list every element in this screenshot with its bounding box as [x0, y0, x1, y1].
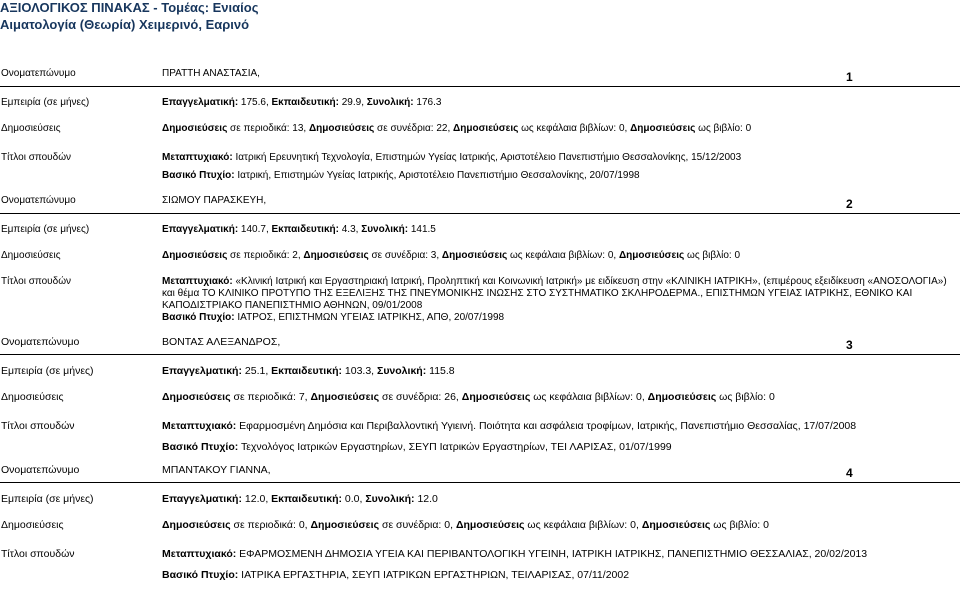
- experience-label: Εμπειρία (σε μήνες): [1, 224, 90, 235]
- experience-label: Εμπειρία (σε μήνες): [1, 493, 94, 505]
- pub-books: ως βιβλίο: 0: [710, 519, 769, 531]
- pub-word: Δημοσιεύσεις: [162, 123, 228, 134]
- basic-degree-label: Βασικό Πτυχίο:: [162, 441, 239, 453]
- exp-total-value: 115.8: [426, 365, 455, 377]
- exp-edu-value: 0.0,: [341, 493, 366, 505]
- publications-label: Δημοσιεύσεις: [1, 250, 61, 261]
- pub-word: Δημοσιεύσεις: [310, 519, 380, 531]
- pub-books: ως βιβλίο: 0: [716, 391, 775, 403]
- row-divider: [0, 86, 960, 87]
- exp-prof-value: 25.1,: [241, 365, 272, 377]
- rank-number: 2: [846, 197, 853, 211]
- exp-total-label: Συνολική:: [377, 365, 427, 377]
- candidate-name: ΒΟΝΤΑΣ ΑΛΕΞΑΝΔΡΟΣ,: [162, 336, 281, 348]
- pub-word: Δημοσιεύσεις: [647, 391, 717, 403]
- pub-word: Δημοσιεύσεις: [461, 391, 531, 403]
- pub-word: Δημοσιεύσεις: [453, 123, 519, 134]
- titles-label: Τίτλοι σπουδών: [1, 276, 72, 287]
- name-label: Ονοματεπώνυμο: [1, 336, 80, 348]
- pub-chapters: ως κεφάλαια βιβλίων: 0,: [507, 250, 619, 261]
- pub-books: ως βιβλίο: 0: [684, 250, 741, 261]
- basic-degree: [162, 170, 960, 182]
- exp-prof-value: 175.6,: [238, 97, 272, 108]
- postgrad-label: Μεταπτυχιακό:: [162, 152, 233, 163]
- titles-label: Τίτλοι σπουδών: [1, 420, 75, 432]
- pub-conferences: σε συνέδρια: 22,: [374, 123, 454, 134]
- exp-total-label: Συνολική:: [365, 493, 415, 505]
- postgraduate-degree: [162, 548, 960, 560]
- experience-label: Εμπειρία (σε μήνες): [1, 365, 94, 377]
- exp-total-value: 12.0: [414, 493, 438, 505]
- basic-degree: [162, 569, 960, 581]
- postgraduate-degree: [162, 420, 960, 432]
- pub-word: Δημοσιεύσεις: [162, 519, 231, 531]
- basic-degree: [162, 441, 960, 453]
- pub-chapters: ως κεφάλαια βιβλίων: 0,: [524, 519, 642, 531]
- experience-value: [162, 224, 960, 236]
- exp-edu-label: Εκπαιδευτική:: [271, 365, 342, 377]
- row-divider: [0, 354, 960, 355]
- postgrad-text: ΕΦΑΡΜΟΣΜΕΝΗ ΔΗΜΟΣΙΑ ΥΓΕΙΑ ΚΑΙ ΠΕΡΙΒΑΝΤΟΛΟΓΙΚΗ ΥΓΕΙΝΗ, ΙΑΤΡΙΚΗ ΙΑΤΡΙΚΗΣ, ΠΑΝΕΠΙΣΤΗΜΙΟ ΘΕΣΣΑΛΙΑΣ, 20/02/2013: [236, 548, 868, 560]
- candidate-name: ΜΠΑΝΤΑΚΟΥ ΓΙΑΝΝΑ,: [162, 464, 271, 476]
- publications-value: [162, 123, 960, 135]
- publications-label: Δημοσιεύσεις: [1, 519, 64, 531]
- header-title: ΑΞΙΟΛΟΓΙΚΟΣ ΠΙΝΑΚΑΣ - Τομέας: Ενιαίος: [0, 0, 259, 15]
- rank-number: 4: [846, 466, 853, 480]
- pub-journals: σε περιοδικά: 0,: [230, 519, 311, 531]
- pub-journals: σε περιοδικά: 13,: [227, 123, 309, 134]
- pub-word: Δημοσιεύσεις: [162, 391, 231, 403]
- exp-edu-value: 29.9,: [338, 97, 367, 108]
- exp-edu-value: 103.3,: [341, 365, 378, 377]
- exp-edu-label: Εκπαιδευτική:: [271, 97, 339, 108]
- pub-conferences: σε συνέδρια: 26,: [379, 391, 462, 403]
- candidate-name: ΣΙΩΜΟΥ ΠΑΡΑΣΚΕΥΗ,: [162, 195, 267, 206]
- postgrad-text: «Κλινική Ιατρική και Εργαστηριακή Ιατρική, Προληπτική και Κοινωνική Ιατρική» με ειδίκευση στην «ΚΛΙΝΙΚΗ ΙΑΤΡΙΚΗ», (επιμέρους εξειδίκευση «ΑΝΟΣΟΛΟΓΙΑ») και θέμα ΤΟ ΚΛΙΝΙΚΟ ΠΡΟΤΥΠΟ ΤΗΣ ΕΞΕΛΙΞΗΣ ΤΗΣ ΠΝΕΥΜΟΝΙΚΗΣ ΙΝΩΣΗΣ ΣΤΟ ΣΥΣΤΗΜΑΤΙΚΟ ΣΚΛΗΡΟΔΕΡΜΑ., ΕΠΙΣΤΗΜΩΝ ΥΓΕΙΑΣ ΙΑΤΡΙΚΗΣ, ΕΘΝΙΚΟ ΚΑΙ ΚΑΠΟΔΙΣΤΡΙΑΚΟ ΠΑΝΕΠΙΣΤΗΜΙΟ ΑΘΗΝΩΝ, 09/01/2008: [162, 276, 947, 311]
- pub-word: Δημοσιεύσεις: [618, 250, 685, 261]
- postgraduate-degree: [162, 152, 960, 164]
- pub-chapters: ως κεφάλαια βιβλίων: 0,: [518, 123, 631, 134]
- postgrad-label: Μεταπτυχιακό:: [162, 276, 233, 287]
- pub-conferences: σε συνέδρια: 3,: [368, 250, 442, 261]
- titles-label: Τίτλοι σπουδών: [1, 152, 72, 163]
- pub-word: Δημοσιεύσεις: [303, 250, 369, 261]
- pub-word: Δημοσιεύσεις: [162, 250, 228, 261]
- exp-total-value: 141.5: [408, 224, 436, 235]
- basic-degree-text: ΙΑΤΡΙΚΑ ΕΡΓΑΣΤΗΡΙΑ, ΣΕΥΠ ΙΑΤΡΙΚΩΝ ΕΡΓΑΣΤΗΡΙΩΝ, ΤΕΙΛΑΡΙΣΑΣ, 07/11/2002: [238, 569, 630, 581]
- row-divider: [0, 482, 960, 483]
- row-divider: [0, 213, 960, 214]
- publications-label: Δημοσιεύσεις: [1, 123, 61, 134]
- pub-word: Δημοσιεύσεις: [455, 519, 525, 531]
- publications-value: [162, 519, 960, 531]
- experience-value: [162, 493, 960, 505]
- exp-prof-label: Επαγγελματική:: [162, 224, 239, 235]
- pub-word: Δημοσιεύσεις: [641, 519, 711, 531]
- postgrad-text: Ιατρική Ερευνητική Τεχνολογία, Επιστημών Υγείας Ιατρικής, Αριστοτέλειο Πανεπιστήμιο Θεσσαλονίκης, 15/12/2003: [232, 152, 742, 163]
- name-label: Ονοματεπώνυμο: [1, 68, 76, 79]
- exp-prof-label: Επαγγελματική:: [162, 365, 242, 377]
- candidate-name: ΠΡΑΤΤΗ ΑΝΑΣΤΑΣΙΑ,: [162, 68, 260, 79]
- experience-value: [162, 97, 960, 109]
- basic-degree-label: Βασικό Πτυχίο:: [162, 170, 235, 181]
- basic-degree-label: Βασικό Πτυχίο:: [162, 312, 235, 323]
- basic-degree-text: ΙΑΤΡΟΣ, ΕΠΙΣΤΗΜΩΝ ΥΓΕΙΑΣ ΙΑΤΡΙΚΗΣ, ΑΠΘ, 20/07/1998: [234, 312, 505, 323]
- exp-total-value: 176.3: [413, 97, 442, 108]
- exp-edu-label: Εκπαιδευτική:: [271, 493, 342, 505]
- experience-value: [162, 365, 960, 377]
- pub-word: Δημοσιεύσεις: [630, 123, 696, 134]
- postgrad-label: Μεταπτυχιακό:: [162, 548, 237, 560]
- basic-degree-text: Ιατρική, Επιστημών Υγείας Ιατρικής, Αριστοτέλειο Πανεπιστήμιο Θεσσαλονίκης, 20/07/1998: [234, 170, 640, 181]
- header-subtitle: Αιματολογία (Θεωρία) Χειμερινό, Εαρινό: [0, 17, 250, 32]
- publications-value: [162, 391, 960, 403]
- titles-label: Τίτλοι σπουδών: [1, 548, 75, 560]
- exp-edu-label: Εκπαιδευτική:: [271, 224, 339, 235]
- publications-value: [162, 250, 960, 262]
- postgraduate-degree: [162, 276, 960, 312]
- basic-degree: [162, 312, 960, 324]
- pub-chapters: ως κεφάλαια βιβλίων: 0,: [530, 391, 648, 403]
- rank-number: 3: [846, 338, 853, 352]
- exp-prof-label: Επαγγελματική:: [162, 97, 239, 108]
- basic-degree-text: Τεχνολόγος Ιατρικών Εργαστηρίων, ΣΕΥΠ Ιατρικών Εργαστηρίων, ΤΕΙ ΛΑΡΙΣΑΣ, 01/07/1999: [238, 441, 672, 453]
- exp-prof-value: 12.0,: [241, 493, 272, 505]
- postgrad-label: Μεταπτυχιακό:: [162, 420, 237, 432]
- exp-total-label: Συνολική:: [361, 224, 409, 235]
- name-label: Ονοματεπώνυμο: [1, 195, 76, 206]
- rank-number: 1: [846, 70, 853, 84]
- pub-word: Δημοσιεύσεις: [308, 123, 375, 134]
- pub-conferences: σε συνέδρια: 0,: [379, 519, 456, 531]
- basic-degree-label: Βασικό Πτυχίο:: [162, 569, 239, 581]
- postgrad-text: Εφαρμοσμένη Δημόσια και Περιβαλλοντική Υγιεινή. Ποιότητα και ασφάλεια τροφίμων, Ιατρικής, Πανεπιστήμιο Θεσσαλίας, 17/07/2008: [236, 420, 857, 432]
- publications-label: Δημοσιεύσεις: [1, 391, 64, 403]
- exp-prof-label: Επαγγελματική:: [162, 493, 242, 505]
- pub-word: Δημοσιεύσεις: [310, 391, 380, 403]
- pub-word: Δημοσιεύσεις: [441, 250, 508, 261]
- exp-total-label: Συνολική:: [366, 97, 414, 108]
- name-label: Ονοματεπώνυμο: [1, 464, 80, 476]
- exp-prof-value: 140.7,: [238, 224, 272, 235]
- exp-edu-value: 4.3,: [338, 224, 362, 235]
- pub-journals: σε περιοδικά: 7,: [230, 391, 311, 403]
- pub-journals: σε περιοδικά: 2,: [227, 250, 304, 261]
- pub-books: ως βιβλίο: 0: [695, 123, 752, 134]
- experience-label: Εμπειρία (σε μήνες): [1, 97, 90, 108]
